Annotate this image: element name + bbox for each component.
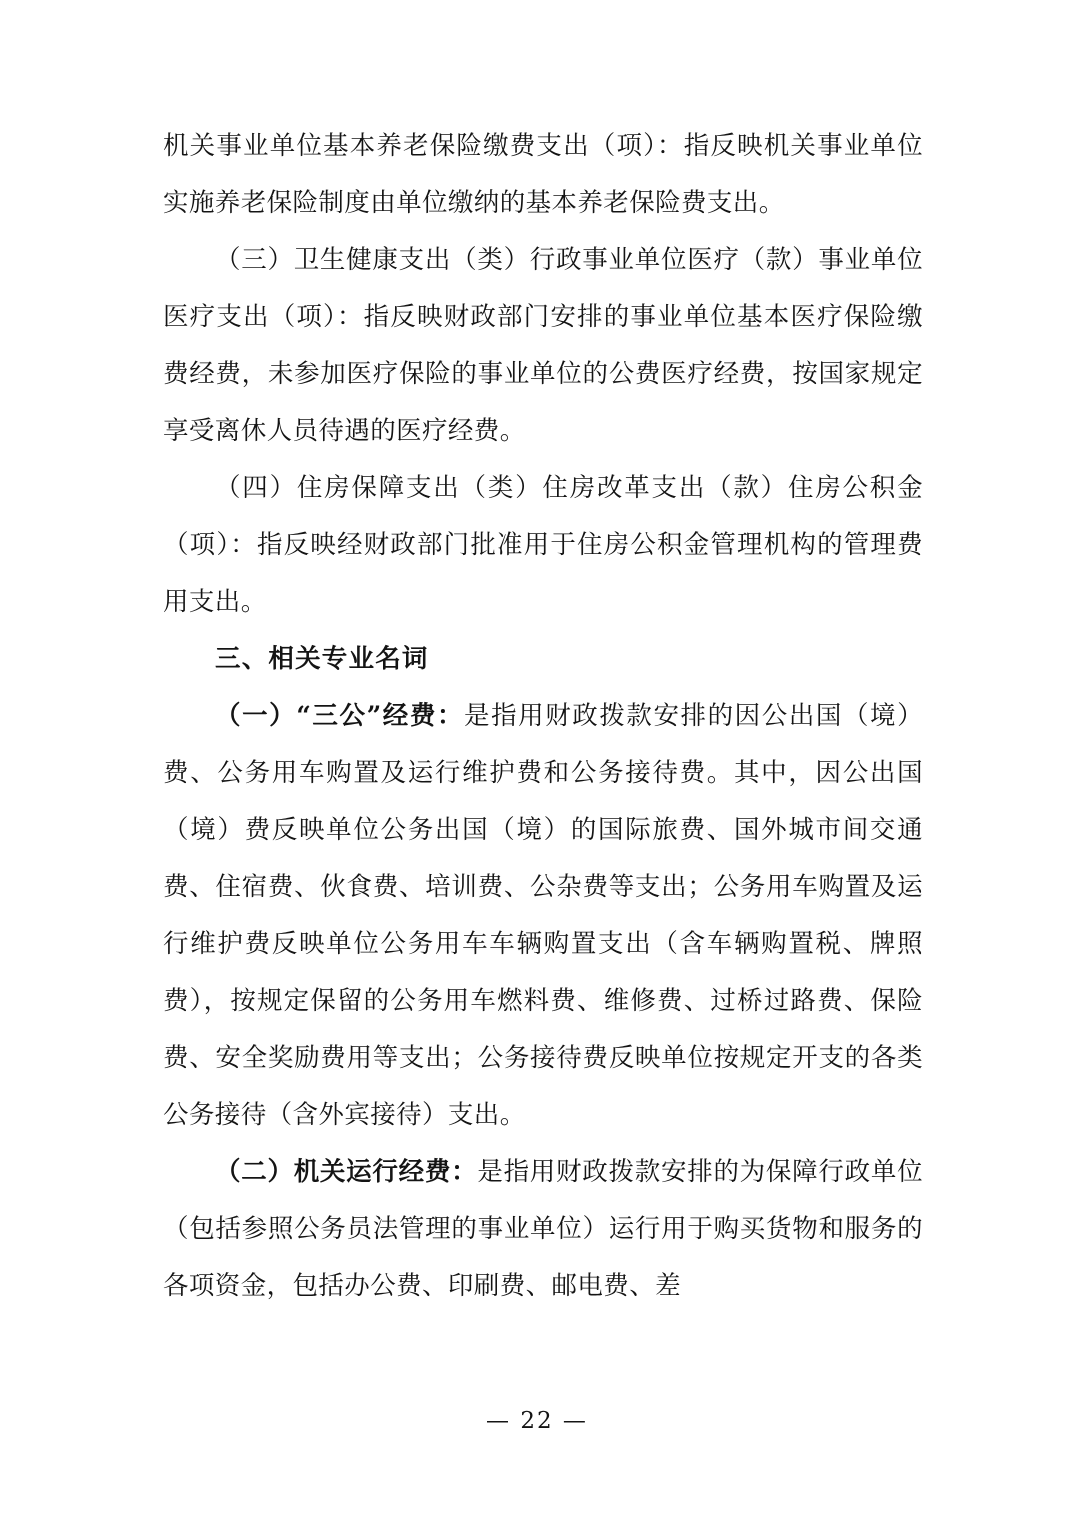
term-label-agency-operating-funds: （二）机关运行经费：	[215, 1157, 478, 1187]
term-body-three-public-funds: 是指用财政拨款安排的因公出国（境）费、公务用车购置及运行维护费和公务接待费。其中，因公出国（境）费反映单位公务出国（境）的国际旅费、国外城市间交通费、住宿费、伙食费、培训费、公杂费等支出；公务用车购置及运行维护费反映单位公务用车车辆购置支出（含车辆购置税、牌照费），按规定保留的公务用车燃料费、维修费、过桥过路费、保险费、安全奖励费用等支出；公务接待费反映单位按规定开支的各类公务接待（含外宾接待）支出。	[163, 701, 923, 1130]
paragraph-housing-fund: （四）住房保障支出（类）住房改革支出（款）住房公积金（项）：指反映经财政部门批准用于住房公积金管理机构的管理费用支出。	[163, 473, 923, 617]
paragraph-pension-expenditure: 机关事业单位基本养老保险缴费支出（项）：指反映机关事业单位实施养老保险制度由单位缴纳的基本养老保险费支出。	[163, 131, 923, 218]
page-number: — 22 —	[486, 1408, 588, 1434]
paragraph-three-public-funds	[163, 688, 923, 1144]
page-body	[163, 118, 923, 1315]
paragraph-health-expenditure: （三）卫生健康支出（类）行政事业单位医疗（款）事业单位医疗支出（项）：指反映财政部门安排的事业单位基本医疗保险缴费经费，未参加医疗保险的事业单位的公费医疗经费，按国家规定享受离休人员待遇的医疗经费。	[163, 245, 923, 446]
term-body-agency-operating-funds: 是指用财政拨款安排的为保障行政单位（包括参照公务员法管理的事业单位）运行用于购买货物和服务的各项资金，包括办公费、印刷费、邮电费、差	[163, 1157, 923, 1301]
paragraph-agency-operating-funds	[163, 1144, 923, 1315]
term-label-three-public-funds: （一）“三公”经费：	[215, 701, 465, 731]
section-heading-professional-terms: 三、相关专业名词	[215, 644, 429, 674]
